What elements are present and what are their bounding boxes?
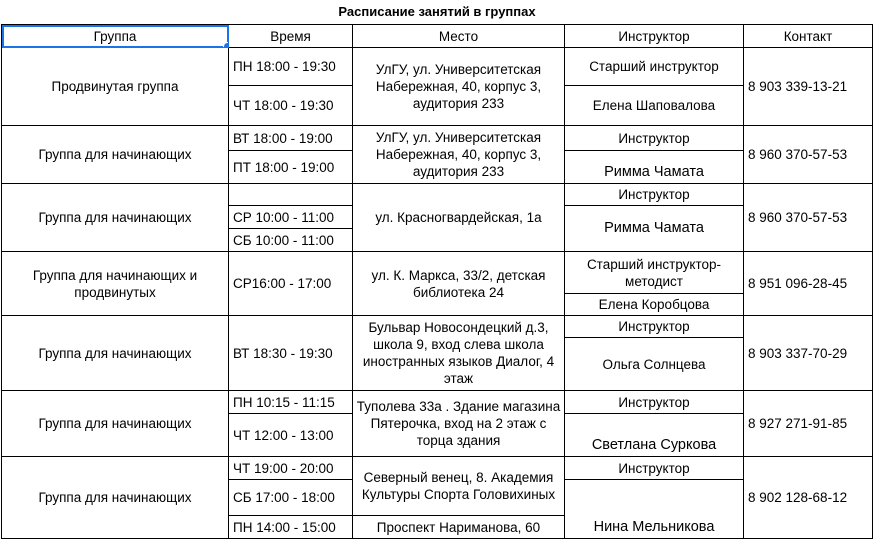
table-row <box>2 252 873 294</box>
cell-instructor-role[interactable]: Старший инструктор <box>565 48 744 86</box>
header-time[interactable]: Время <box>229 25 353 48</box>
cell-time[interactable]: ВТ 18:00 - 19:00 <box>229 126 353 151</box>
cell-place[interactable]: Бульвар Новосондецкий д.3, школа 9, вход слева школа иностранных языков Диалог, 4 этаж <box>353 316 565 391</box>
header-group[interactable]: Группа <box>2 25 229 48</box>
cell-contact[interactable]: 8 903 337-70-29 <box>744 316 873 391</box>
cell-time[interactable]: ЧТ 19:00 - 20:00 <box>229 457 353 480</box>
cell-instructor-role[interactable]: Старший инструктор-методист <box>565 252 744 294</box>
header-place[interactable]: Место <box>353 25 565 48</box>
cell-time[interactable]: СР 10:00 - 11:00 <box>229 206 353 229</box>
cell-instructor-name[interactable]: Нина Мельникова <box>565 480 744 539</box>
cell-group[interactable]: Группа для начинающих <box>2 391 229 457</box>
cell-time[interactable]: ЧТ 18:00 - 19:30 <box>229 86 353 126</box>
cell-group[interactable]: Группа для начинающих <box>2 126 229 184</box>
cell-time[interactable]: ПН 14:00 - 15:00 <box>229 516 353 539</box>
sheet-title: Расписание занятий в группах <box>338 4 536 19</box>
cell-contact[interactable]: 8 951 096-28-45 <box>744 252 873 316</box>
cell-instructor-role[interactable]: Инструктор <box>565 391 744 414</box>
cell-place[interactable]: ул. К. Маркса, 33/2, детская библиотека 24 <box>353 252 565 316</box>
cell-contact[interactable]: 8 927 271-91-85 <box>744 391 873 457</box>
cell-instructor-name[interactable]: Римма Чамата <box>565 206 744 252</box>
cell-instructor-name[interactable]: Ольга Солнцева <box>565 338 744 391</box>
cell-time-empty[interactable] <box>229 184 353 206</box>
cell-time[interactable]: ПН 10:15 - 11:15 <box>229 391 353 414</box>
cell-group[interactable]: Группа для начинающих <box>2 316 229 391</box>
table-row <box>2 126 873 151</box>
cell-instructor-name[interactable]: Римма Чамата <box>565 151 744 184</box>
table-row <box>2 48 873 86</box>
table-row <box>2 391 873 414</box>
cell-place[interactable]: Северный венец, 8. Академия Культуры Спорта Головихиных <box>353 457 565 516</box>
cell-group[interactable]: Группа для начинающих и продвинутых <box>2 252 229 316</box>
cell-place[interactable]: Туполева 33а . Здание магазина Пятерочка, вход на 2 этаж с торца здания <box>353 391 565 457</box>
header-contact[interactable]: Контакт <box>744 25 873 48</box>
cell-instructor-role[interactable]: Инструктор <box>565 457 744 480</box>
cell-instructor-name[interactable]: Светлана Суркова <box>565 414 744 457</box>
cell-instructor-name[interactable]: Елена Коробцова <box>565 294 744 316</box>
table-row <box>2 457 873 480</box>
cell-place[interactable]: УлГУ, ул. Университетская Набережная, 40, корпус 3, аудитория 233 <box>353 126 565 184</box>
schedule-table <box>1 24 873 539</box>
cell-instructor-name[interactable]: Елена Шаповалова <box>565 86 744 126</box>
cell-place[interactable]: ул. Красногвардейская, 1а <box>353 184 565 252</box>
cell-time[interactable]: ВТ 18:30 - 19:30 <box>229 316 353 391</box>
cell-contact[interactable]: 8 960 370-57-53 <box>744 184 873 252</box>
cell-instructor-role[interactable]: Инструктор <box>565 184 744 206</box>
cell-group[interactable]: Группа для начинающих <box>2 457 229 539</box>
table-row <box>2 316 873 338</box>
header-instructor[interactable]: Инструктор <box>565 25 744 48</box>
cell-place[interactable]: УлГУ, ул. Университетская Набережная, 40, корпус 3, аудитория 233 <box>353 48 565 126</box>
cell-time[interactable]: ПТ 18:00 - 19:00 <box>229 151 353 184</box>
cell-group[interactable]: Продвинутая группа <box>2 48 229 126</box>
cell-time[interactable]: СР16:00 - 17:00 <box>229 252 353 316</box>
header-row <box>2 25 873 48</box>
cell-time[interactable]: СБ 17:00 - 18:00 <box>229 480 353 516</box>
cell-time[interactable]: СБ 10:00 - 11:00 <box>229 229 353 252</box>
cell-instructor-role[interactable]: Инструктор <box>565 126 744 151</box>
cell-group[interactable]: Группа для начинающих <box>2 184 229 252</box>
table-row <box>2 184 873 206</box>
cell-time[interactable]: ЧТ 12:00 - 13:00 <box>229 414 353 457</box>
cell-contact[interactable]: 8 903 339-13-21 <box>744 48 873 126</box>
cell-contact[interactable]: 8 960 370-57-53 <box>744 126 873 184</box>
cell-place[interactable]: Проспект Нариманова, 60 <box>353 516 565 539</box>
cell-time[interactable]: ПН 18:00 - 19:30 <box>229 48 353 86</box>
cell-contact[interactable]: 8 902 128-68-12 <box>744 457 873 539</box>
cell-instructor-role[interactable]: Инструктор <box>565 316 744 338</box>
